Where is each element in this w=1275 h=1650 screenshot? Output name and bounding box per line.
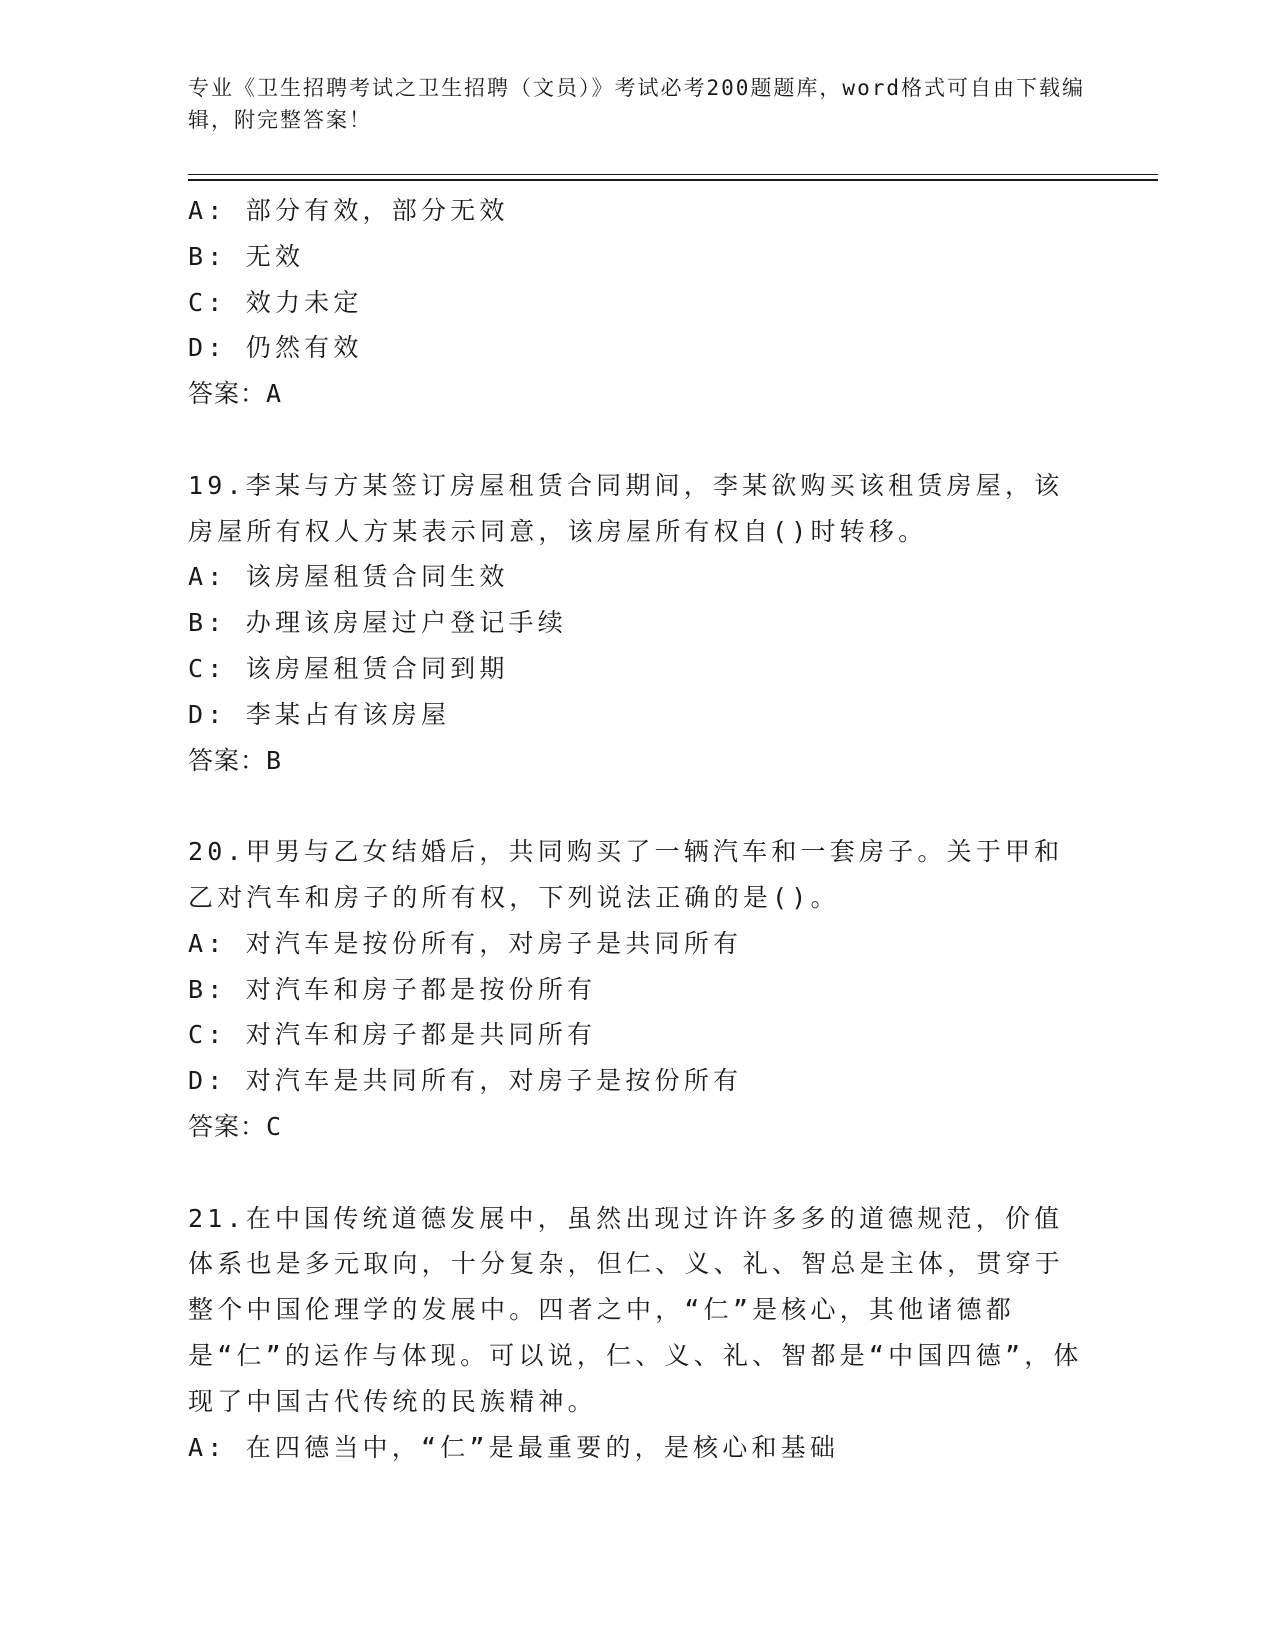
option-a: A: 对汽车是按份所有，对房子是共同所有 <box>188 928 743 958</box>
option-b: B: 无效 <box>188 241 305 271</box>
question-block-18 <box>188 188 1088 417</box>
question-list <box>188 188 1088 1470</box>
question-block-21 <box>188 1196 1088 1471</box>
option-a: A: 在四德当中，“仁”是最重要的，是核心和基础 <box>188 1432 840 1462</box>
option-a: A: 该房屋租赁合同生效 <box>188 562 509 592</box>
question-stem: 21.在中国传统道德发展中，虽然出现过许许多多的道德规范，价值体系也是多元取向，十分复杂，但仁、义、礼、智总是主体，贯穿于整个中国伦理学的发展中。四者之中，“仁”是核心，其他诸德都是“仁”的运作与体现。可以说，仁、义、礼、智都是“中国四德”，体现了中国古代传统的民族精神。 <box>188 1203 1083 1416</box>
spacer <box>188 783 1088 829</box>
header-text: 专业《卫生招聘考试之卫生招聘（文员）》考试必考200题题库，word格式可自由下载编辑，附完整答案！ <box>188 76 1085 132</box>
spacer <box>188 417 1088 463</box>
question-block-20 <box>188 829 1088 1150</box>
option-b: B: 对汽车和房子都是按份所有 <box>188 974 597 1004</box>
option-a: A: 部分有效，部分无效 <box>188 196 509 225</box>
spacer <box>188 1150 1088 1196</box>
question-stem: 19.李某与方某签订房屋租赁合同期间，李某欲购买该租赁房屋，该房屋所有权人方某表示同意，该房屋所有权自()时转移。 <box>188 470 1064 546</box>
document-header <box>188 72 1088 136</box>
question-block-19 <box>188 463 1088 784</box>
option-d: D: 李某占有该房屋 <box>188 699 451 729</box>
option-d: D: 对汽车是共同所有，对房子是按份所有 <box>188 1066 743 1096</box>
header-divider-thin <box>188 174 1158 175</box>
option-b: B: 办理该房屋过户登记手续 <box>188 608 567 638</box>
answer-line: 答案：B <box>188 745 283 775</box>
option-d: D: 仍然有效 <box>188 333 363 363</box>
option-c: C: 效力未定 <box>188 287 363 317</box>
header-divider-thick <box>188 179 1158 181</box>
option-c: C: 该房屋租赁合同到期 <box>188 653 509 683</box>
answer-line: 答案：C <box>188 1111 283 1141</box>
option-c: C: 对汽车和房子都是共同所有 <box>188 1020 597 1050</box>
question-stem: 20.甲男与乙女结婚后，共同购买了一辆汽车和一套房子。关于甲和乙对汽车和房子的所有权，下列说法正确的是()。 <box>188 837 1064 912</box>
answer-line: 答案：A <box>188 379 283 409</box>
